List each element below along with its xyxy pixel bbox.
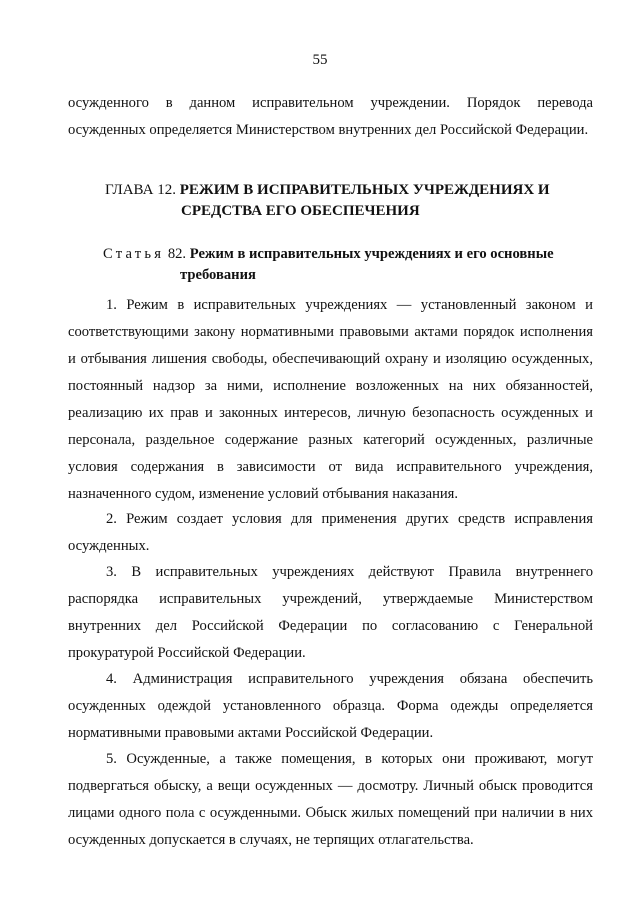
page-number: 55 (312, 52, 328, 68)
paragraph-4 (68, 666, 593, 747)
article-number: 82. (167, 246, 187, 262)
article-title-line1: Режим в исправительных учреждениях и его основные (189, 246, 554, 262)
paragraph-text: 3. В исправительных учреждениях действуют Правила внутреннего распорядка исправительных учреждений, утверждаемые Министерством внутренних дел Российской Федерации по согласованию с Генеральной прокуратурой Российской Федерации. (68, 564, 593, 661)
chapter-title-line2: СРЕДСТВА ЕГО ОБЕСПЕЧЕНИЯ (181, 203, 420, 219)
article-title-line2: требования (180, 267, 256, 283)
paragraph-5 (68, 746, 593, 854)
chapter-heading (105, 180, 575, 222)
chapter-title-line1: РЕЖИМ В ИСПРАВИТЕЛЬНЫХ УЧРЕЖДЕНИЯХ И (179, 182, 550, 198)
paragraph-1 (68, 292, 593, 508)
article-label: Статья (103, 246, 165, 262)
paragraph-3 (68, 559, 593, 667)
chapter-label: ГЛАВА 12. (105, 182, 176, 198)
continuation-paragraph: осужденного в данном исправительном учреждении. Порядок перевода осужденных определяется Министерством внутренних дел Российской Федерации. (68, 95, 593, 138)
paragraph-text: 1. Режим в исправительных учреждениях — установленный законом и соответствующими закону нормативными правовыми актами порядок исполнения и отбывания лишения свободы, обеспечивающий охрану и изоляцию осужденных, постоянный надзор за ними, исполнение возложенных на них обязанностей, реализацию их прав и законных интересов, личную безопасность осужденных и персонала, раздельное содержание разных категорий осужденных, различные условия содержания в зависимости от вида исправительного учреждения, назначенного судом, изменение условий отбывания наказания. (68, 297, 593, 502)
article-heading (103, 244, 593, 286)
paragraph-text: 2. Режим создает условия для применения других средств исправления осужденных. (68, 511, 593, 554)
paragraph-text: 4. Администрация исправительного учреждения обязана обеспечить осужденных одеждой установленного образца. Форма одежды определяется нормативными правовыми актами Российской Федерации. (68, 671, 593, 741)
paragraph-2 (68, 506, 593, 560)
paragraph-text: 5. Осужденные, а также помещения, в которых они проживают, могут подвергаться обыску, а вещи осужденных — досмотру. Личный обыск проводится лицами одного пола с осужденными. Обыск жилых помещений при наличии в них осужденных допускается в случаях, не терпящих отлагательства. (68, 751, 593, 848)
